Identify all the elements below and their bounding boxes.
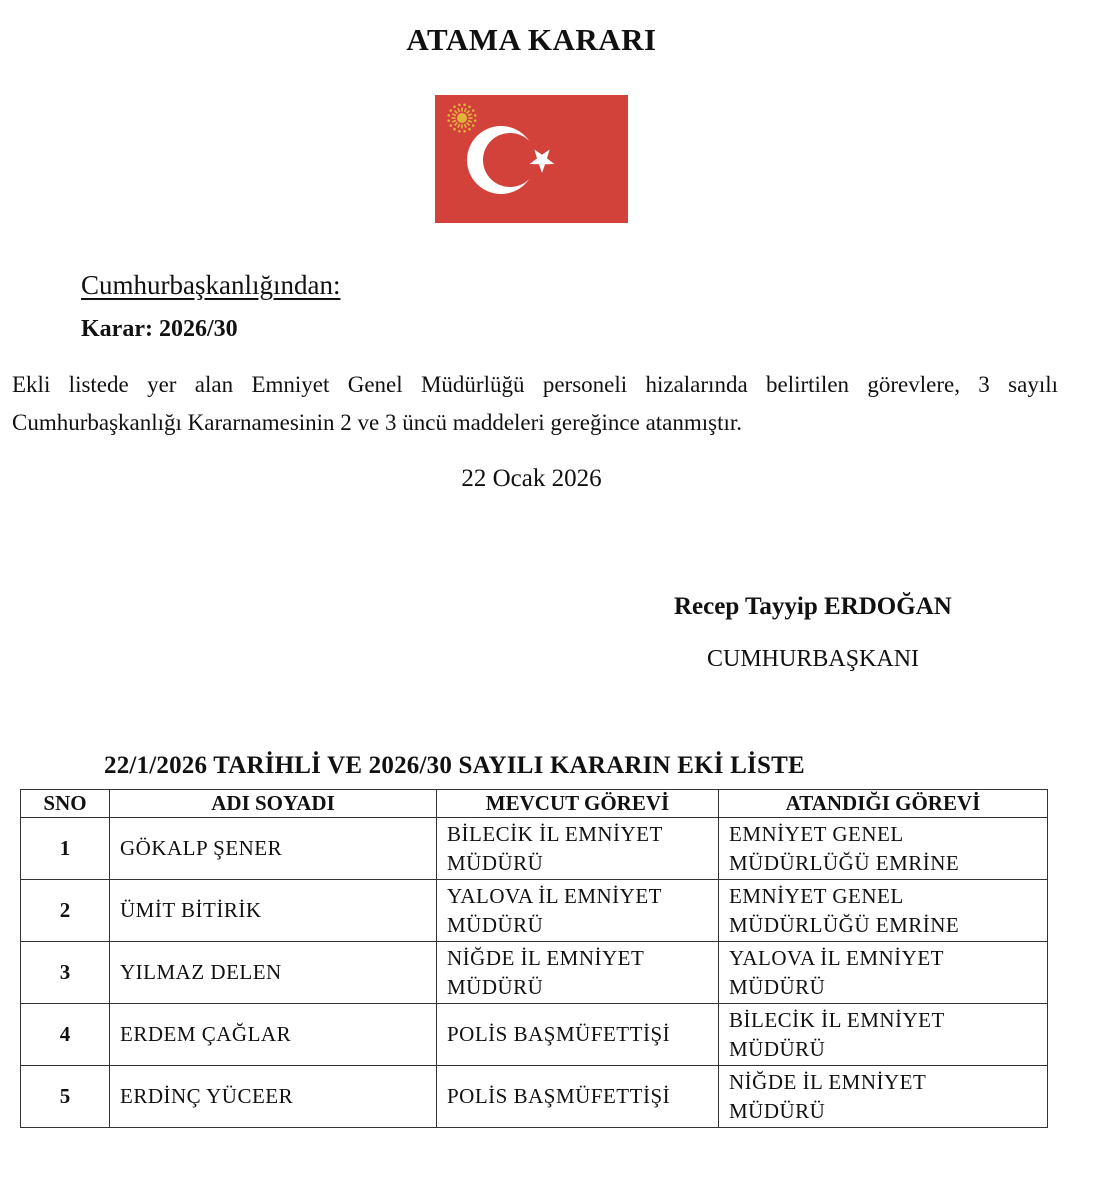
header-sno: SNO [21,790,110,818]
current-line: BİLECİK İL EMNİYET [447,821,663,846]
current-line: POLİS BAŞMÜFETTİŞİ [447,1084,671,1108]
header-current-position: MEVCUT GÖREVİ [437,790,719,818]
table-row [21,1004,1048,1066]
header-name: ADI SOYADI [110,790,437,818]
current-line: MÜDÜRÜ [447,912,544,937]
row-assigned-position [719,880,1048,942]
turkish-flag-emblem [435,95,628,223]
assigned-line: YALOVA İL EMNİYET [729,945,944,970]
row-current-position [437,942,719,1004]
assigned-line: BİLECİK İL EMNİYET [729,1007,945,1032]
row-sno: 4 [21,1004,110,1066]
row-sno: 1 [21,818,110,880]
row-current-position [437,1004,719,1066]
row-name: ERDEM ÇAĞLAR [110,1004,437,1066]
table-row [21,880,1048,942]
row-name: ÜMİT BİTİRİK [110,880,437,942]
row-assigned-position [719,1066,1048,1128]
row-assigned-position [719,1004,1048,1066]
issuer-heading: Cumhurbaşkanlığından: [81,270,341,300]
row-name: GÖKALP ŞENER [110,818,437,880]
assigned-line: MÜDÜRÜ [729,974,826,999]
row-sno: 3 [21,942,110,1004]
row-current-position [437,1066,719,1128]
assigned-line: MÜDÜRÜ [729,1036,826,1061]
current-line: POLİS BAŞMÜFETTİŞİ [447,1022,671,1046]
row-name: ERDİNÇ YÜCEER [110,1066,437,1128]
assigned-line: MÜDÜRÜ [729,1098,826,1123]
header-assigned-position: ATANDIĞI GÖREVİ [719,790,1048,818]
current-line: MÜDÜRÜ [447,850,544,875]
appointment-table [20,789,1048,1128]
table-row [21,818,1048,880]
table-header-row [21,790,1048,818]
annex-list-title: 22/1/2026 TARİHLİ VE 2026/30 SAYILI KARARIN EKİ LİSTE [104,752,805,779]
assigned-line: EMNİYET GENEL [729,883,904,908]
decision-date: 22 Ocak 2026 [461,465,602,492]
current-line: NİĞDE İL EMNİYET [447,945,645,970]
assigned-line: NİĞDE İL EMNİYET [729,1069,927,1094]
decision-body: Ekli listede yer alan Emniyet Genel Müdürlüğü personeli hizalarında belirtilen görevlere, 3 sayılı Cumhurbaşkanlığı Kararnamesinin 2 ve 3 üncü maddeleri gereğince atanmıştır. [12,372,1058,435]
assigned-line: MÜDÜRLÜĞÜ EMRİNE [729,850,960,875]
row-current-position [437,818,719,880]
signatory-title: CUMHURBAŞKANI [707,646,920,672]
row-current-position [437,880,719,942]
assigned-line: EMNİYET GENEL [729,821,904,846]
row-assigned-position [719,818,1048,880]
table-row [21,1066,1048,1128]
row-assigned-position [719,942,1048,1004]
assigned-line: MÜDÜRLÜĞÜ EMRİNE [729,912,960,937]
row-name: YILMAZ DELEN [110,942,437,1004]
table-row [21,942,1048,1004]
row-sno: 5 [21,1066,110,1128]
current-line: YALOVA İL EMNİYET [447,883,662,908]
signatory-name: Recep Tayyip ERDOĞAN [674,593,952,620]
document-title: ATAMA KARARI [406,22,657,57]
row-sno: 2 [21,880,110,942]
decision-number: Karar: 2026/30 [81,316,238,342]
current-line: MÜDÜRÜ [447,974,544,999]
